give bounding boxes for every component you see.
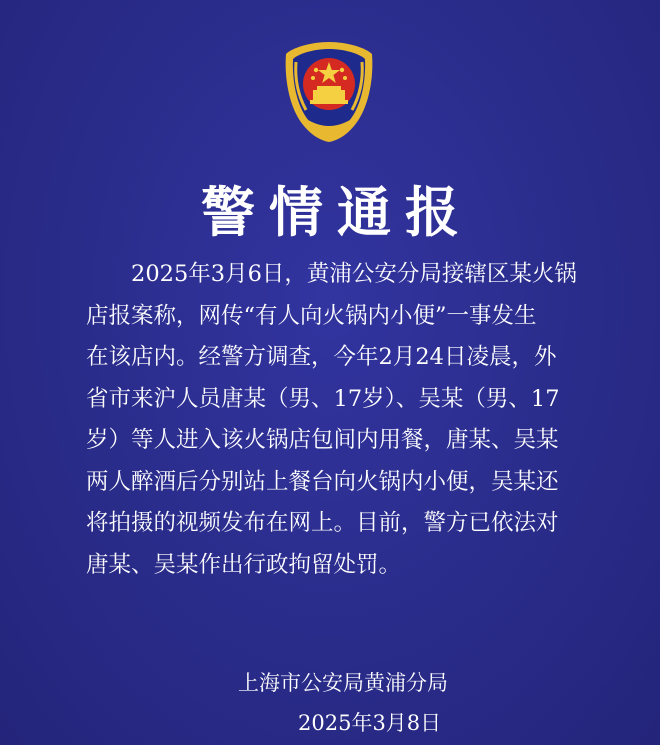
issuing-organization: 上海市公安局黄浦分局 bbox=[238, 671, 448, 695]
body-line: 2025年3月6日，黄浦公安分局接辖区某火锅 bbox=[131, 261, 577, 287]
body-line: 在该店内。经警方调查，今年2月24日凌晨，外 bbox=[86, 344, 557, 370]
issue-date: 2025年3月8日 bbox=[298, 711, 442, 735]
body-line: 岁）等人进入该火锅店包间内用餐，唐某、吴某 bbox=[86, 427, 559, 453]
body-line: 省市来沪人员唐某（男、17岁）、吴某（男、17 bbox=[86, 385, 560, 412]
police-emblem-icon bbox=[280, 40, 378, 144]
notice-title: 警情通报 bbox=[201, 181, 473, 244]
body-line: 店报案称，网传“有人向火锅内小便”一事发生 bbox=[86, 302, 537, 329]
body-line: 将拍摄的视频发布在网上。目前，警方已依法对 bbox=[86, 510, 559, 536]
notice-body bbox=[86, 254, 586, 586]
body-line: 唐某、吴某作出行政拘留处罚。 bbox=[86, 551, 402, 578]
body-line: 两人醉酒后分别站上餐台向火锅内小便，吴某还 bbox=[86, 468, 559, 495]
